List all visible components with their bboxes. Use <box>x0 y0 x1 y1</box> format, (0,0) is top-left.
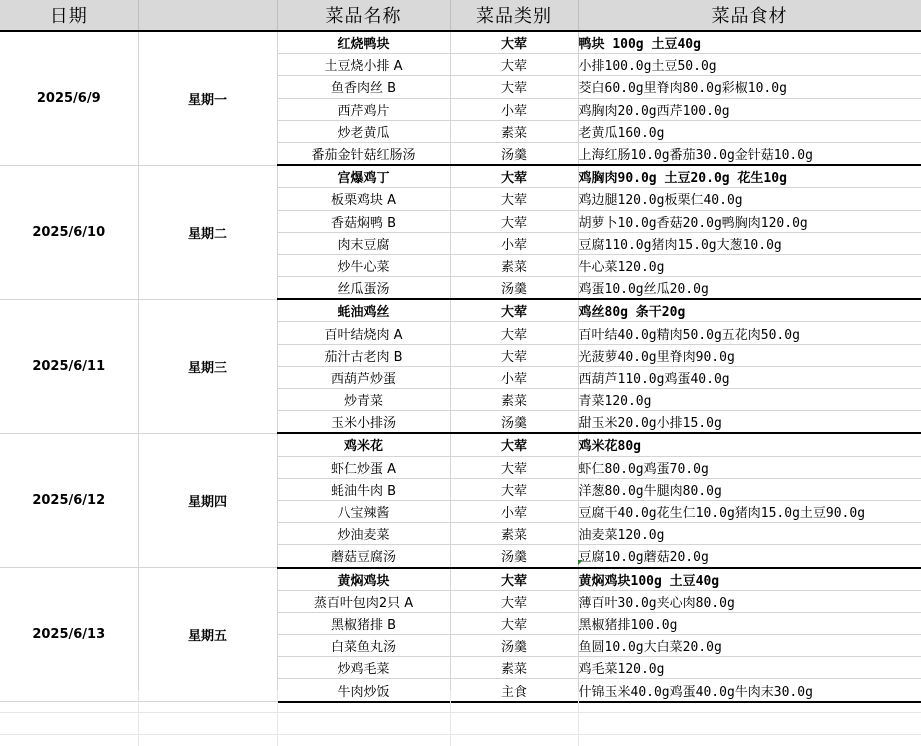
dish-ingredients-cell[interactable]: 洋葱80.0g牛腿肉80.0g <box>578 478 921 500</box>
table-row <box>0 433 921 456</box>
dish-name-cell[interactable]: 蒸百叶包肉2只 A <box>277 590 450 612</box>
dish-name-cell[interactable]: 丝瓜蛋汤 <box>277 277 450 300</box>
table-row <box>0 165 921 188</box>
dish-category-cell[interactable]: 素菜 <box>450 120 578 142</box>
date-cell[interactable]: 2025/6/11 <box>0 299 138 433</box>
dish-category-cell[interactable]: 主食 <box>450 679 578 702</box>
dish-ingredients-cell[interactable]: 鸡胸肉90.0g 土豆20.0g 花生10g <box>578 165 921 188</box>
dish-name-cell[interactable]: 蚝油牛肉 B <box>277 478 450 500</box>
weekday-cell[interactable]: 星期五 <box>138 568 277 702</box>
dish-ingredients-cell[interactable]: 鸡丝80g 条干20g <box>578 299 921 322</box>
dish-name-cell[interactable]: 黑椒猪排 B <box>277 612 450 634</box>
dish-name-cell[interactable]: 鱼香肉丝 B <box>277 76 450 98</box>
dish-name-cell[interactable]: 炒鸡毛菜 <box>277 657 450 679</box>
dish-name-cell[interactable]: 红烧鸭块 <box>277 31 450 54</box>
dish-name-cell[interactable]: 西芹鸡片 <box>277 98 450 120</box>
dish-category-cell[interactable]: 小荤 <box>450 232 578 254</box>
dish-ingredients-cell[interactable]: 薄百叶30.0g夹心肉80.0g <box>578 590 921 612</box>
header-date[interactable]: 日期 <box>0 0 138 31</box>
dish-category-cell[interactable]: 素菜 <box>450 523 578 545</box>
dish-name-cell[interactable]: 板栗鸡块 A <box>277 188 450 210</box>
dish-ingredients-cell[interactable]: 光菠萝40.0g里脊肉90.0g <box>578 344 921 366</box>
dish-category-cell[interactable]: 大荤 <box>450 456 578 478</box>
dish-ingredients-cell[interactable]: 鱼圆10.0g大白菜20.0g <box>578 635 921 657</box>
dish-name-cell[interactable]: 蚝油鸡丝 <box>277 299 450 322</box>
header-dish-category[interactable]: 菜品类别 <box>450 0 578 31</box>
dish-ingredients-cell[interactable]: 百叶结40.0g精肉50.0g五花肉50.0g <box>578 322 921 344</box>
dish-ingredients-cell[interactable]: 鸡毛菜120.0g <box>578 657 921 679</box>
dish-ingredients-cell[interactable]: 胡萝卜10.0g香菇20.0g鸭胸肉120.0g <box>578 210 921 232</box>
dish-category-cell[interactable]: 汤羹 <box>450 142 578 165</box>
date-cell[interactable]: 2025/6/9 <box>0 31 138 165</box>
dish-name-cell[interactable]: 牛肉炒饭 <box>277 679 450 702</box>
dish-ingredients-cell[interactable]: 老黄瓜160.0g <box>578 120 921 142</box>
dish-ingredients-cell[interactable]: 什锦玉米40.0g鸡蛋40.0g牛肉末30.0g <box>578 679 921 702</box>
header-dish-name[interactable]: 菜品名称 <box>277 0 450 31</box>
dish-category-cell[interactable]: 大荤 <box>450 478 578 500</box>
dish-name-cell[interactable]: 黄焖鸡块 <box>277 568 450 591</box>
dish-category-cell[interactable]: 汤羹 <box>450 635 578 657</box>
dish-category-cell[interactable]: 大荤 <box>450 344 578 366</box>
dish-name-cell[interactable]: 炒青菜 <box>277 389 450 411</box>
dish-name-cell[interactable]: 宫爆鸡丁 <box>277 165 450 188</box>
table-row <box>0 31 921 54</box>
dish-ingredients-cell[interactable]: 黑椒猪排100.0g <box>578 612 921 634</box>
empty-col-gridline <box>578 690 579 746</box>
dish-name-cell[interactable]: 白菜鱼丸汤 <box>277 635 450 657</box>
dish-category-cell[interactable]: 大荤 <box>450 54 578 76</box>
dish-name-cell[interactable]: 炒油麦菜 <box>277 523 450 545</box>
dish-name-cell[interactable]: 百叶结烧肉 A <box>277 322 450 344</box>
header-dish-ingredients[interactable]: 菜品食材 <box>578 0 921 31</box>
dish-category-cell[interactable]: 汤羹 <box>450 411 578 434</box>
dish-category-cell[interactable]: 小荤 <box>450 98 578 120</box>
dish-name-cell[interactable]: 西葫芦炒蛋 <box>277 366 450 388</box>
dish-ingredients-cell[interactable]: 鸡边腿120.0g板栗仁40.0g <box>578 188 921 210</box>
dish-category-cell[interactable]: 大荤 <box>450 31 578 54</box>
dish-name-cell[interactable]: 肉末豆腐 <box>277 232 450 254</box>
dish-ingredients-cell[interactable]: 青菜120.0g <box>578 389 921 411</box>
dish-category-cell[interactable]: 大荤 <box>450 210 578 232</box>
empty-col-gridline <box>450 690 451 746</box>
dish-category-cell[interactable]: 汤羹 <box>450 277 578 300</box>
dish-name-cell[interactable]: 蘑菇豆腐汤 <box>277 545 450 568</box>
dish-category-cell[interactable]: 小荤 <box>450 500 578 522</box>
dish-name-cell[interactable]: 茄汁古老肉 B <box>277 344 450 366</box>
dish-category-cell[interactable]: 大荤 <box>450 590 578 612</box>
weekday-cell[interactable]: 星期四 <box>138 433 277 567</box>
dish-category-cell[interactable]: 素菜 <box>450 254 578 276</box>
dish-category-cell[interactable]: 大荤 <box>450 322 578 344</box>
dish-ingredients-cell[interactable]: 黄焖鸡块100g 土豆40g <box>578 568 921 591</box>
dish-name-cell[interactable]: 炒老黄瓜 <box>277 120 450 142</box>
date-cell[interactable]: 2025/6/13 <box>0 568 138 702</box>
dish-category-cell[interactable]: 大荤 <box>450 165 578 188</box>
dish-category-cell[interactable]: 大荤 <box>450 433 578 456</box>
table-row <box>0 299 921 322</box>
date-cell[interactable]: 2025/6/10 <box>0 165 138 299</box>
dish-name-cell[interactable]: 炒牛心菜 <box>277 254 450 276</box>
dish-name-cell[interactable]: 八宝辣酱 <box>277 500 450 522</box>
dish-ingredients-cell[interactable]: 鸡蛋10.0g丝瓜20.0g <box>578 277 921 300</box>
weekday-cell[interactable]: 星期二 <box>138 165 277 299</box>
date-cell[interactable]: 2025/6/12 <box>0 433 138 567</box>
dish-category-cell[interactable]: 大荤 <box>450 568 578 591</box>
cell-comment-marker <box>578 560 583 565</box>
weekday-cell[interactable]: 星期一 <box>138 31 277 165</box>
dish-ingredients-cell[interactable]: 上海红肠10.0g番茄30.0g金针菇10.0g <box>578 142 921 165</box>
header-weekday[interactable] <box>138 0 277 31</box>
table-row <box>0 568 921 591</box>
dish-ingredients-cell[interactable]: 西葫芦110.0g鸡蛋40.0g <box>578 366 921 388</box>
empty-col-gridline <box>277 690 278 746</box>
dish-ingredients-cell[interactable]: 鸡胸肉20.0g西芹100.0g <box>578 98 921 120</box>
dish-name-cell[interactable]: 香菇焖鸭 B <box>277 210 450 232</box>
dish-ingredients-cell[interactable]: 鸭块 100g 土豆40g <box>578 31 921 54</box>
dish-ingredients-cell[interactable]: 豆腐10.0g蘑菇20.0g <box>578 545 921 568</box>
dish-category-cell[interactable]: 大荤 <box>450 299 578 322</box>
dish-category-cell[interactable]: 素菜 <box>450 389 578 411</box>
dish-name-cell[interactable]: 番茄金针菇红肠汤 <box>277 142 450 165</box>
dish-name-cell[interactable]: 虾仁炒蛋 A <box>277 456 450 478</box>
dish-ingredients-cell[interactable]: 牛心菜120.0g <box>578 254 921 276</box>
dish-category-cell[interactable]: 素菜 <box>450 657 578 679</box>
dish-ingredients-cell[interactable]: 虾仁80.0g鸡蛋70.0g <box>578 456 921 478</box>
menu-body <box>0 31 921 702</box>
dish-category-cell[interactable]: 小荤 <box>450 366 578 388</box>
dish-category-cell[interactable]: 大荤 <box>450 76 578 98</box>
dish-category-cell[interactable]: 大荤 <box>450 188 578 210</box>
dish-ingredients-cell[interactable]: 鸡米花80g <box>578 433 921 456</box>
dish-category-cell[interactable]: 汤羹 <box>450 545 578 568</box>
dish-ingredients-cell[interactable]: 豆腐干40.0g花生仁10.0g猪肉15.0g土豆90.0g <box>578 500 921 522</box>
dish-name-cell[interactable]: 鸡米花 <box>277 433 450 456</box>
dish-category-cell[interactable]: 大荤 <box>450 612 578 634</box>
dish-ingredients-cell[interactable]: 甜玉米20.0g小排15.0g <box>578 411 921 434</box>
dish-ingredients-cell[interactable]: 茭白60.0g里脊肉80.0g彩椒10.0g <box>578 76 921 98</box>
dish-ingredients-cell[interactable]: 豆腐110.0g猪肉15.0g大葱10.0g <box>578 232 921 254</box>
dish-name-cell[interactable]: 玉米小排汤 <box>277 411 450 434</box>
empty-col-gridline <box>138 690 139 746</box>
dish-ingredients-cell[interactable]: 油麦菜120.0g <box>578 523 921 545</box>
header-row <box>0 0 921 31</box>
weekday-cell[interactable]: 星期三 <box>138 299 277 433</box>
dish-name-cell[interactable]: 土豆烧小排 A <box>277 54 450 76</box>
dish-ingredients-cell[interactable]: 小排100.0g土豆50.0g <box>578 54 921 76</box>
